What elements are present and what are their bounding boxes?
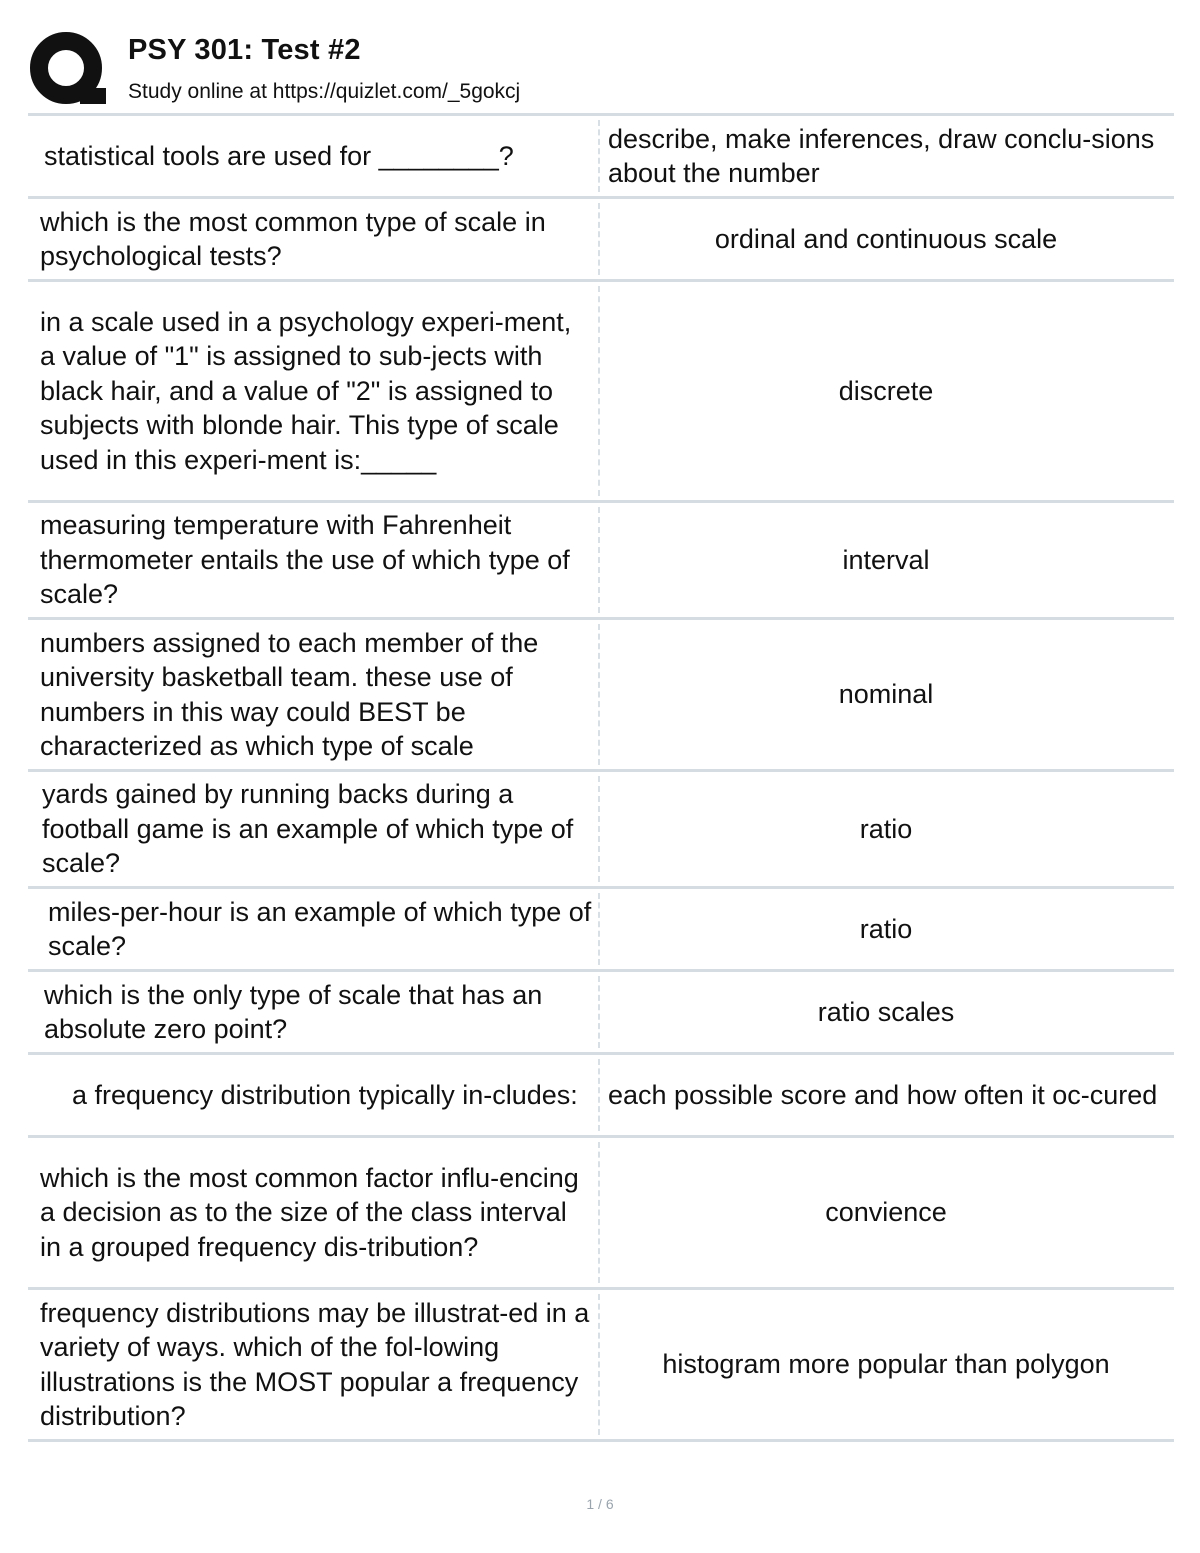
card-definition: interval bbox=[842, 544, 930, 575]
card-definition: describe, make inferences, draw conclu-sions about the number bbox=[608, 123, 1155, 188]
card-row bbox=[28, 620, 1174, 772]
card-term: in a scale used in a psychology experi-ment, a value of "1" is assigned to sub-jects with black hair, and a value of "2" is assigned to subjects with blonde hair. This type of scale used in this experi-ment is:_____ bbox=[28, 286, 600, 496]
card-term: yards gained by running backs during a football game is an example of which type of scale? bbox=[28, 776, 600, 882]
card-definition: ratio scales bbox=[817, 996, 955, 1027]
card-term: which is the most common type of scale in psychological tests? bbox=[28, 203, 600, 275]
card-term: frequency distributions may be illustrat-ed in a variety of ways. which of the fol-lowing illustrations is the MOST popular a frequency distribution? bbox=[28, 1294, 600, 1435]
card-row bbox=[28, 116, 1174, 199]
quizlet-q-logo-icon bbox=[28, 30, 108, 110]
page-title: PSY 301: Test #2 bbox=[128, 34, 361, 66]
card-row bbox=[28, 1290, 1174, 1442]
card-row bbox=[28, 199, 1174, 282]
card-row bbox=[28, 282, 1174, 503]
card-row bbox=[28, 1055, 1174, 1138]
card-definition: nominal bbox=[838, 679, 934, 710]
card-term: miles-per-hour is an example of which type of scale? bbox=[28, 893, 600, 965]
card-row bbox=[28, 1138, 1174, 1290]
study-online-link[interactable]: Study online at https://quizlet.com/_5gokcj bbox=[128, 80, 521, 103]
card-term: measuring temperature with Fahrenheit thermometer entails the use of which type of scale? bbox=[28, 507, 600, 613]
card-definition: each possible score and how often it oc-cured bbox=[608, 1079, 1158, 1110]
page-number: 1 / 6 bbox=[586, 1496, 614, 1512]
page-header bbox=[28, 26, 1178, 110]
card-term: which is the only type of scale that has an absolute zero point? bbox=[28, 976, 600, 1048]
card-term: a frequency distribution typically in-cludes: bbox=[28, 1059, 600, 1131]
card-term: which is the most common factor influ-encing a decision as to the size of the class interval in a grouped frequency dis-tribution? bbox=[28, 1142, 600, 1283]
card-row bbox=[28, 972, 1174, 1055]
card-row bbox=[28, 889, 1174, 972]
card-definition: discrete bbox=[838, 375, 934, 406]
card-definition: ratio bbox=[859, 913, 913, 944]
card-term: numbers assigned to each member of the university basketball team. these use of numbers in this way could BEST be characterized as which type of scale bbox=[28, 624, 600, 765]
card-term: statistical tools are used for ________? bbox=[28, 120, 600, 192]
card-definition: ordinal and continuous scale bbox=[714, 223, 1058, 254]
card-definition: convience bbox=[825, 1197, 947, 1228]
card-row bbox=[28, 772, 1174, 889]
card-definition: ratio bbox=[859, 813, 913, 844]
card-row bbox=[28, 503, 1174, 620]
card-definition: histogram more popular than polygon bbox=[662, 1349, 1110, 1380]
flashcard-table bbox=[28, 113, 1174, 1442]
